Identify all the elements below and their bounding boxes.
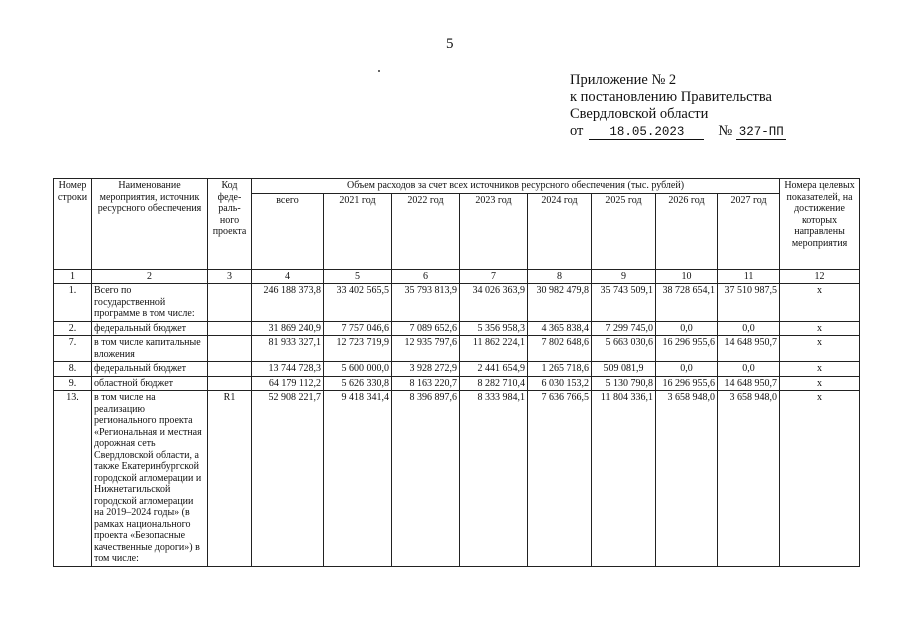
cell-2026: 3 658 948,0 — [656, 391, 718, 567]
appendix-line-1: Приложение № 2 — [570, 72, 677, 88]
resolution-number: 327-ПП — [736, 125, 786, 140]
column-number: 3 — [208, 269, 252, 284]
cell-targets: x — [780, 284, 860, 322]
cell-2024: 7 636 766,5 — [528, 391, 592, 567]
cell-2022: 8 163 220,7 — [392, 376, 460, 391]
cell-2025: 5 130 790,8 — [592, 376, 656, 391]
cell-2025: 7 299 745,0 — [592, 321, 656, 336]
page-number: 5 — [446, 36, 454, 52]
cell-2024: 4 365 838,4 — [528, 321, 592, 336]
column-number: 12 — [780, 269, 860, 284]
header-2027: 2027 год — [718, 193, 780, 269]
cell-2021: 7 757 046,6 — [324, 321, 392, 336]
header-2024: 2024 год — [528, 193, 592, 269]
header-name: Наименование мероприятия, источник ресурсного обеспечения — [92, 179, 208, 270]
row-code: R1 — [208, 391, 252, 567]
cell-targets: x — [780, 336, 860, 362]
cell-2023: 2 441 654,9 — [460, 362, 528, 377]
cell-2026: 0,0 — [656, 321, 718, 336]
table-row — [54, 376, 860, 391]
cell-2025: 5 663 030,6 — [592, 336, 656, 362]
table-row — [54, 321, 860, 336]
row-name: федеральный бюджет — [92, 321, 208, 336]
header-2026: 2026 год — [656, 193, 718, 269]
cell-2025: 509 081,9 — [592, 362, 656, 377]
cell-2026: 16 296 955,6 — [656, 336, 718, 362]
from-label: от — [570, 123, 584, 139]
header-2021: 2021 год — [324, 193, 392, 269]
header-2025: 2025 год — [592, 193, 656, 269]
cell-2024: 6 030 153,2 — [528, 376, 592, 391]
row-name: в том числе капитальные вложения — [92, 336, 208, 362]
row-code — [208, 376, 252, 391]
budget-table — [53, 178, 860, 567]
cell-2021: 33 402 565,5 — [324, 284, 392, 322]
cell-targets: x — [780, 391, 860, 567]
cell-targets: x — [780, 362, 860, 377]
row-name: в том числе на реализацию регионального проекта «Региональная и местная дорожная сеть Свердловской области, а также Екатеринбургской городской агломерации и Нижнетагильской городской агломерации на 2019–2024 годы» (в рамках национального проекта «Безопасные качественные дороги») в том числе: — [92, 391, 208, 567]
cell-total: 52 908 221,7 — [252, 391, 324, 567]
header-row-number: Номер строки — [54, 179, 92, 270]
cell-2022: 35 793 813,9 — [392, 284, 460, 322]
cell-2027: 3 658 948,0 — [718, 391, 780, 567]
column-number: 2 — [92, 269, 208, 284]
number-sign: № — [718, 123, 733, 139]
cell-2021: 5 626 330,8 — [324, 376, 392, 391]
cell-2026: 0,0 — [656, 362, 718, 377]
row-name: Всего по государственной программе в том числе: — [92, 284, 208, 322]
table-row — [54, 284, 860, 322]
cell-2022: 3 928 272,9 — [392, 362, 460, 377]
cell-2027: 14 648 950,7 — [718, 376, 780, 391]
table-row — [54, 336, 860, 362]
cell-2023: 5 356 958,3 — [460, 321, 528, 336]
header-total: всего — [252, 193, 324, 269]
column-number: 9 — [592, 269, 656, 284]
appendix-line-4 — [570, 123, 786, 140]
table-row — [54, 362, 860, 377]
cell-2024: 1 265 718,6 — [528, 362, 592, 377]
cell-2024: 7 802 648,6 — [528, 336, 592, 362]
row-code — [208, 284, 252, 322]
header-2022: 2022 год — [392, 193, 460, 269]
column-number: 10 — [656, 269, 718, 284]
row-code — [208, 336, 252, 362]
cell-targets: x — [780, 376, 860, 391]
column-number: 1 — [54, 269, 92, 284]
column-number: 11 — [718, 269, 780, 284]
cell-2024: 30 982 479,8 — [528, 284, 592, 322]
cell-2023: 11 862 224,1 — [460, 336, 528, 362]
header-targets: Номера целевых показателей, на достижение которых направлены мероприятия — [780, 179, 860, 270]
header-code: Код феде-раль-ного проекта — [208, 179, 252, 270]
column-number: 6 — [392, 269, 460, 284]
row-name: областной бюджет — [92, 376, 208, 391]
cell-2022: 8 396 897,6 — [392, 391, 460, 567]
cell-2023: 8 282 710,4 — [460, 376, 528, 391]
row-number: 9. — [54, 376, 92, 391]
cell-2027: 0,0 — [718, 362, 780, 377]
cell-2026: 38 728 654,1 — [656, 284, 718, 322]
column-number: 4 — [252, 269, 324, 284]
cell-total: 246 188 373,8 — [252, 284, 324, 322]
header-expenses-group: Объем расходов за счет всех источников ресурсного обеспечения (тыс. рублей) — [252, 179, 780, 194]
cell-total: 31 869 240,9 — [252, 321, 324, 336]
row-number: 7. — [54, 336, 92, 362]
stray-dot — [378, 70, 380, 72]
cell-2023: 34 026 363,9 — [460, 284, 528, 322]
cell-2025: 11 804 336,1 — [592, 391, 656, 567]
resolution-date: 18.05.2023 — [589, 125, 704, 140]
row-code — [208, 362, 252, 377]
column-number: 7 — [460, 269, 528, 284]
cell-2021: 9 418 341,4 — [324, 391, 392, 567]
cell-2025: 35 743 509,1 — [592, 284, 656, 322]
row-number: 2. — [54, 321, 92, 336]
table-row — [54, 391, 860, 567]
cell-total: 64 179 112,2 — [252, 376, 324, 391]
appendix-header — [570, 72, 786, 140]
cell-targets: x — [780, 321, 860, 336]
cell-2026: 16 296 955,6 — [656, 376, 718, 391]
cell-2022: 12 935 797,6 — [392, 336, 460, 362]
cell-2027: 0,0 — [718, 321, 780, 336]
row-name: федеральный бюджет — [92, 362, 208, 377]
cell-2021: 5 600 000,0 — [324, 362, 392, 377]
cell-2022: 7 089 652,6 — [392, 321, 460, 336]
cell-total: 81 933 327,1 — [252, 336, 324, 362]
header-2023: 2023 год — [460, 193, 528, 269]
row-number: 13. — [54, 391, 92, 567]
column-number: 8 — [528, 269, 592, 284]
row-number: 8. — [54, 362, 92, 377]
cell-2023: 8 333 984,1 — [460, 391, 528, 567]
appendix-line-3: Свердловской области — [570, 106, 709, 122]
cell-2027: 37 510 987,5 — [718, 284, 780, 322]
cell-2027: 14 648 950,7 — [718, 336, 780, 362]
row-number: 1. — [54, 284, 92, 322]
row-code — [208, 321, 252, 336]
cell-total: 13 744 728,3 — [252, 362, 324, 377]
appendix-line-2: к постановлению Правительства — [570, 89, 772, 105]
cell-2021: 12 723 719,9 — [324, 336, 392, 362]
column-number: 5 — [324, 269, 392, 284]
